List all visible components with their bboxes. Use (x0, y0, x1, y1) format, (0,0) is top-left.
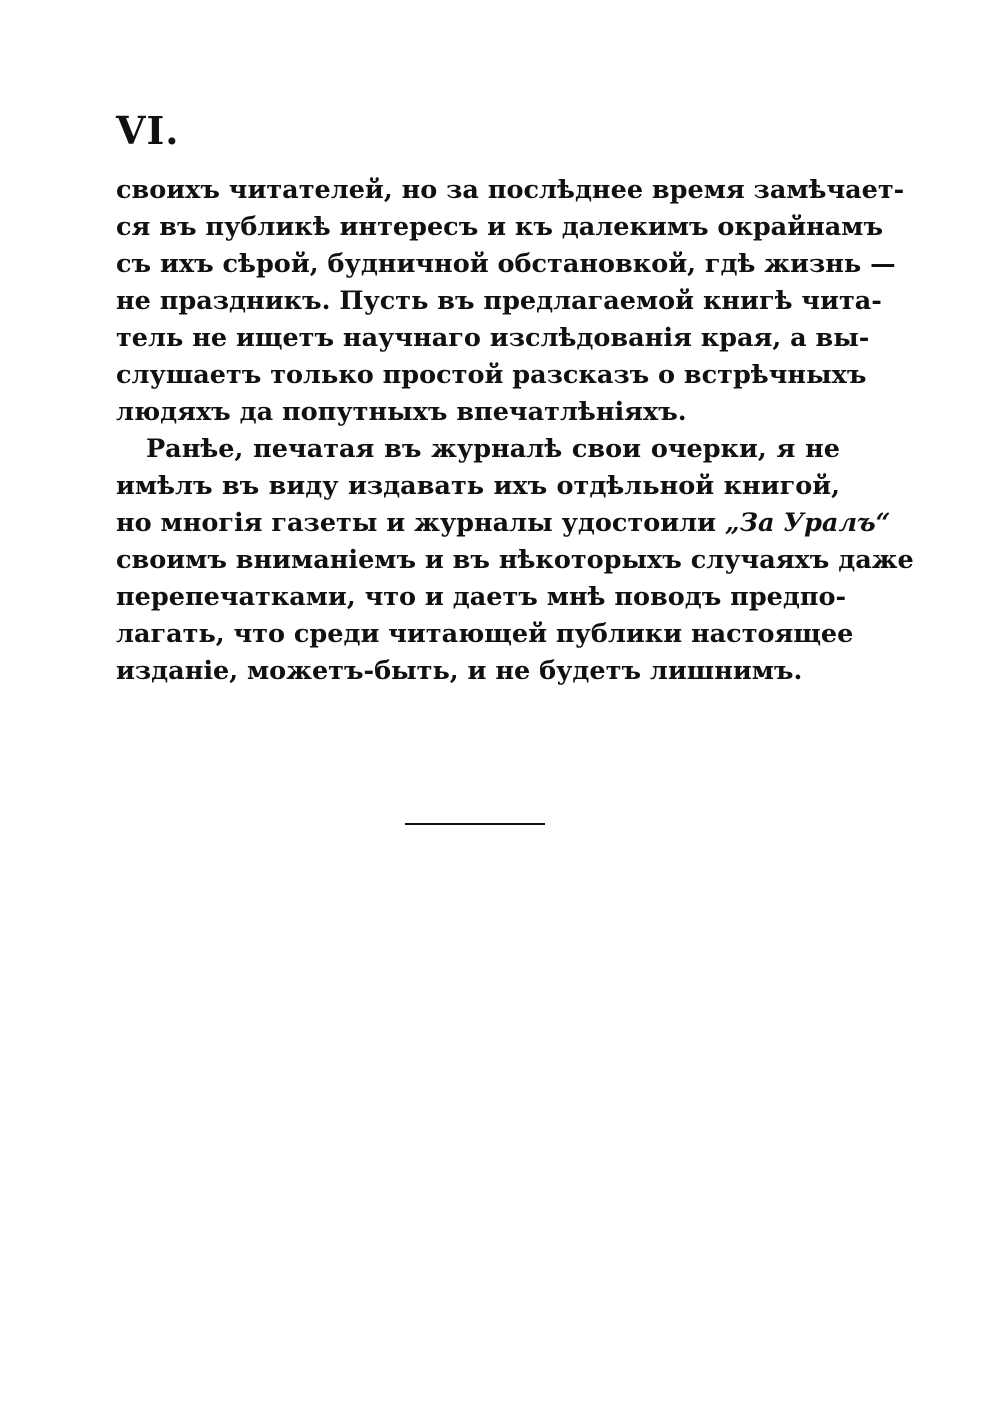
text-line: тель не ищетъ научнаго изслѣдованія края, а вы- (116, 323, 870, 353)
text-line: Ранѣе, печатая въ журналѣ свои очерки, я не (146, 434, 840, 464)
paragraph-1 (116, 172, 905, 431)
text-line: людяхъ да попутныхъ впечатлѣніяхъ. (116, 397, 687, 427)
paragraph-2 (116, 431, 914, 690)
text-line: своимъ вниманіемъ и въ нѣкоторыхъ случаяхъ даже (116, 545, 914, 575)
text-line: имѣлъ въ виду издавать ихъ отдѣльной книгой, (116, 471, 840, 501)
text-line: съ ихъ сѣрой, будничной обстановкой, гдѣ жизнь — (116, 249, 896, 279)
text-line: ся въ публикѣ интересъ и къ далекимъ окрайнамъ (116, 212, 884, 242)
text-line: не праздникъ. Пусть въ предлагаемой книгѣ чита- (116, 286, 882, 316)
text-line: изданіе, можетъ-быть, и не будетъ лишнимъ. (116, 656, 803, 686)
text-line: лагать, что среди читающей публики настоящее (116, 619, 854, 649)
page-number: VI. (116, 108, 180, 153)
text-line: своихъ читателей, но за послѣднее время замѣчает- (116, 175, 905, 205)
text-line (116, 505, 891, 542)
text-fragment: но многія газеты и журналы удостоили (116, 508, 725, 538)
section-divider (405, 823, 545, 825)
text-line: слушаетъ только простой разсказъ о встрѣчныхъ (116, 360, 867, 390)
book-title: „За Уралъ“ (724, 508, 891, 538)
text-line: перепечатками, что и даетъ мнѣ поводъ предпо- (116, 582, 847, 612)
body-text (116, 172, 914, 690)
